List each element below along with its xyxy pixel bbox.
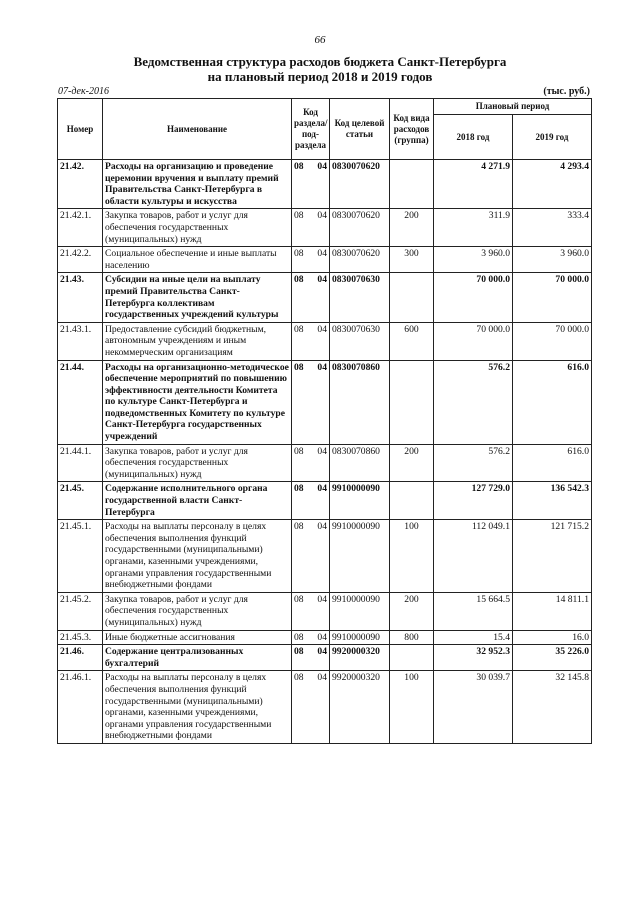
- table-row: [58, 444, 592, 482]
- row-subsection-code: 04: [317, 210, 327, 222]
- row-subsection-code: 04: [317, 274, 327, 286]
- table-row: [58, 592, 592, 630]
- row-value-2018: 112 049.1: [434, 520, 513, 593]
- row-name: Предоставление субсидий бюджетным, автономным учреждениям и иным некоммерческим организациям: [103, 322, 292, 360]
- title-line-2: на плановый период 2018 и 2019 годов: [207, 69, 433, 84]
- row-expense-kind: 300: [390, 247, 434, 273]
- row-expense-kind: [390, 160, 434, 209]
- table-row: [58, 630, 592, 645]
- row-value-2019: 4 293.4: [513, 160, 592, 209]
- row-value-2018: 576.2: [434, 444, 513, 482]
- row-name: Закупка товаров, работ и услуг для обеспечения государственных (муниципальных) нужд: [103, 209, 292, 247]
- row-name: Закупка товаров, работ и услуг для обеспечения государственных (муниципальных) нужд: [103, 444, 292, 482]
- row-section-code: 08: [294, 483, 304, 495]
- header-name: Наименование: [103, 99, 292, 160]
- row-value-2018: 15.4: [434, 630, 513, 645]
- row-name: Расходы на организационно-методическое обеспечение мероприятий по повышению эффективности деятельности Комитета по культуре Санкт-Петербурга и подведомственных Комитету по культуре Санкт-Петербурга государственных учреждений: [103, 360, 292, 444]
- row-section: [292, 645, 330, 671]
- table-row: [58, 645, 592, 671]
- table-row: [58, 160, 592, 209]
- row-number: 21.43.1.: [58, 322, 103, 360]
- row-section-code: 08: [294, 274, 304, 286]
- row-expense-kind: 800: [390, 630, 434, 645]
- row-section: [292, 630, 330, 645]
- table-row: [58, 482, 592, 520]
- row-section-code: 08: [294, 248, 304, 260]
- row-name: Расходы на выплаты персоналу в целях обеспечения выполнения функций государственными (муниципальными) органами, казенными учреждениями, органами управления государственными внебюджетными фондами: [103, 671, 292, 744]
- row-expense-kind: [390, 273, 434, 322]
- row-value-2018: 576.2: [434, 360, 513, 444]
- row-target-code: 0830070620: [330, 160, 390, 209]
- header-target: Код целевой статьи: [330, 99, 390, 160]
- row-value-2019: 333.4: [513, 209, 592, 247]
- row-value-2019: 616.0: [513, 360, 592, 444]
- row-value-2019: 35 226.0: [513, 645, 592, 671]
- row-subsection-code: 04: [317, 483, 327, 495]
- row-target-code: 0830070860: [330, 444, 390, 482]
- row-name: Содержание исполнительного органа государственной власти Санкт-Петербурга: [103, 482, 292, 520]
- row-value-2019: 32 145.8: [513, 671, 592, 744]
- row-target-code: 9910000090: [330, 482, 390, 520]
- row-expense-kind: [390, 482, 434, 520]
- row-name: Иные бюджетные ассигнования: [103, 630, 292, 645]
- row-value-2018: 4 271.9: [434, 160, 513, 209]
- row-expense-kind: [390, 645, 434, 671]
- row-number: 21.45.2.: [58, 592, 103, 630]
- row-subsection-code: 04: [317, 361, 327, 373]
- header-section: Код раздела/ под-раздела: [292, 99, 330, 160]
- row-subsection-code: 04: [317, 646, 327, 658]
- row-expense-kind: 100: [390, 671, 434, 744]
- row-value-2019: 3 960.0: [513, 247, 592, 273]
- row-subsection-code: 04: [317, 323, 327, 335]
- row-target-code: 9920000320: [330, 645, 390, 671]
- row-target-code: 0830070620: [330, 209, 390, 247]
- header-2018: 2018 год: [434, 115, 513, 160]
- row-section-code: 08: [294, 521, 304, 533]
- row-subsection-code: 04: [317, 248, 327, 260]
- row-section-code: 08: [294, 210, 304, 222]
- row-section-code: 08: [294, 593, 304, 605]
- row-name: Социальное обеспечение и иные выплаты населению: [103, 247, 292, 273]
- row-target-code: 9920000320: [330, 671, 390, 744]
- row-target-code: 0830070630: [330, 322, 390, 360]
- row-value-2018: 3 960.0: [434, 247, 513, 273]
- row-target-code: 9910000090: [330, 520, 390, 593]
- header-2019: 2019 год: [513, 115, 592, 160]
- row-expense-kind: 200: [390, 209, 434, 247]
- row-expense-kind: 200: [390, 444, 434, 482]
- row-section: [292, 671, 330, 744]
- row-number: 21.45.1.: [58, 520, 103, 593]
- row-value-2018: 32 952.3: [434, 645, 513, 671]
- row-value-2019: 70 000.0: [513, 322, 592, 360]
- header-num: Номер: [58, 99, 103, 160]
- row-expense-kind: [390, 360, 434, 444]
- row-section: [292, 592, 330, 630]
- row-number: 21.44.1.: [58, 444, 103, 482]
- row-section: [292, 322, 330, 360]
- row-value-2018: 30 039.7: [434, 671, 513, 744]
- row-number: 21.45.3.: [58, 630, 103, 645]
- title-line-1: Ведомственная структура расходов бюджета Санкт-Петербурга: [133, 54, 507, 69]
- row-number: 21.45.: [58, 482, 103, 520]
- table-row: [58, 360, 592, 444]
- table-body: [58, 160, 592, 744]
- table-row: [58, 671, 592, 744]
- row-subsection-code: 04: [317, 672, 327, 684]
- row-section-code: 08: [294, 361, 304, 373]
- row-value-2019: 121 715.2: [513, 520, 592, 593]
- table-row: [58, 209, 592, 247]
- row-value-2019: 70 000.0: [513, 273, 592, 322]
- row-target-code: 9910000090: [330, 592, 390, 630]
- page-title: [0, 54, 640, 84]
- row-section: [292, 520, 330, 593]
- row-number: 21.42.1.: [58, 209, 103, 247]
- header-plan: Плановый период: [434, 99, 592, 115]
- row-section-code: 08: [294, 445, 304, 457]
- row-subsection-code: 04: [317, 593, 327, 605]
- row-expense-kind: 100: [390, 520, 434, 593]
- row-target-code: 0830070620: [330, 247, 390, 273]
- row-value-2019: 14 811.1: [513, 592, 592, 630]
- row-section-code: 08: [294, 646, 304, 658]
- row-number: 21.42.: [58, 160, 103, 209]
- row-value-2019: 616.0: [513, 444, 592, 482]
- row-subsection-code: 04: [317, 161, 327, 172]
- row-section-code: 08: [294, 672, 304, 684]
- row-name: Закупка товаров, работ и услуг для обеспечения государственных (муниципальных) нужд: [103, 592, 292, 630]
- table-row: [58, 273, 592, 322]
- row-number: 21.43.: [58, 273, 103, 322]
- document-date: 07-дек-2016: [58, 86, 109, 97]
- row-section: [292, 160, 330, 209]
- row-expense-kind: 200: [390, 592, 434, 630]
- row-number: 21.46.: [58, 645, 103, 671]
- row-target-code: 9910000090: [330, 630, 390, 645]
- row-value-2018: 70 000.0: [434, 273, 513, 322]
- row-section-code: 08: [294, 323, 304, 335]
- row-subsection-code: 04: [317, 445, 327, 457]
- row-section: [292, 482, 330, 520]
- row-subsection-code: 04: [317, 521, 327, 533]
- row-number: 21.46.1.: [58, 671, 103, 744]
- units-label: (тыс. руб.): [543, 86, 590, 97]
- row-target-code: 0830070860: [330, 360, 390, 444]
- row-section: [292, 360, 330, 444]
- row-name: Содержание централизованных бухгалтерий: [103, 645, 292, 671]
- row-section: [292, 209, 330, 247]
- row-section: [292, 273, 330, 322]
- table-header: [58, 99, 592, 160]
- row-value-2018: 15 664.5: [434, 592, 513, 630]
- row-expense-kind: 600: [390, 322, 434, 360]
- row-subsection-code: 04: [317, 631, 327, 643]
- row-number: 21.42.2.: [58, 247, 103, 273]
- table-row: [58, 247, 592, 273]
- row-number: 21.44.: [58, 360, 103, 444]
- row-section-code: 08: [294, 161, 304, 172]
- row-value-2019: 16.0: [513, 630, 592, 645]
- row-name: Расходы на выплаты персоналу в целях обеспечения выполнения функций государственными (муниципальными) органами, казенными учреждениями, органами управления государственными внебюджетными фондами: [103, 520, 292, 593]
- header-kind: Код вида расходов (группа): [390, 99, 434, 160]
- table-row: [58, 322, 592, 360]
- row-target-code: 0830070630: [330, 273, 390, 322]
- table-row: [58, 520, 592, 593]
- row-name: Расходы на организацию и проведение церемонии вручения и выплату премий Правительства Санкт-Петербурга в области культуры и искусства: [103, 160, 292, 209]
- row-section-code: 08: [294, 631, 304, 643]
- budget-table: [57, 98, 592, 744]
- row-name: Субсидии на иные цели на выплату премий Правительства Санкт-Петербурга коллективам государственных учреждений культуры: [103, 273, 292, 322]
- row-value-2019: 136 542.3: [513, 482, 592, 520]
- row-value-2018: 127 729.0: [434, 482, 513, 520]
- row-section: [292, 247, 330, 273]
- page-number: 66: [314, 34, 326, 46]
- row-section: [292, 444, 330, 482]
- row-value-2018: 70 000.0: [434, 322, 513, 360]
- row-value-2018: 311.9: [434, 209, 513, 247]
